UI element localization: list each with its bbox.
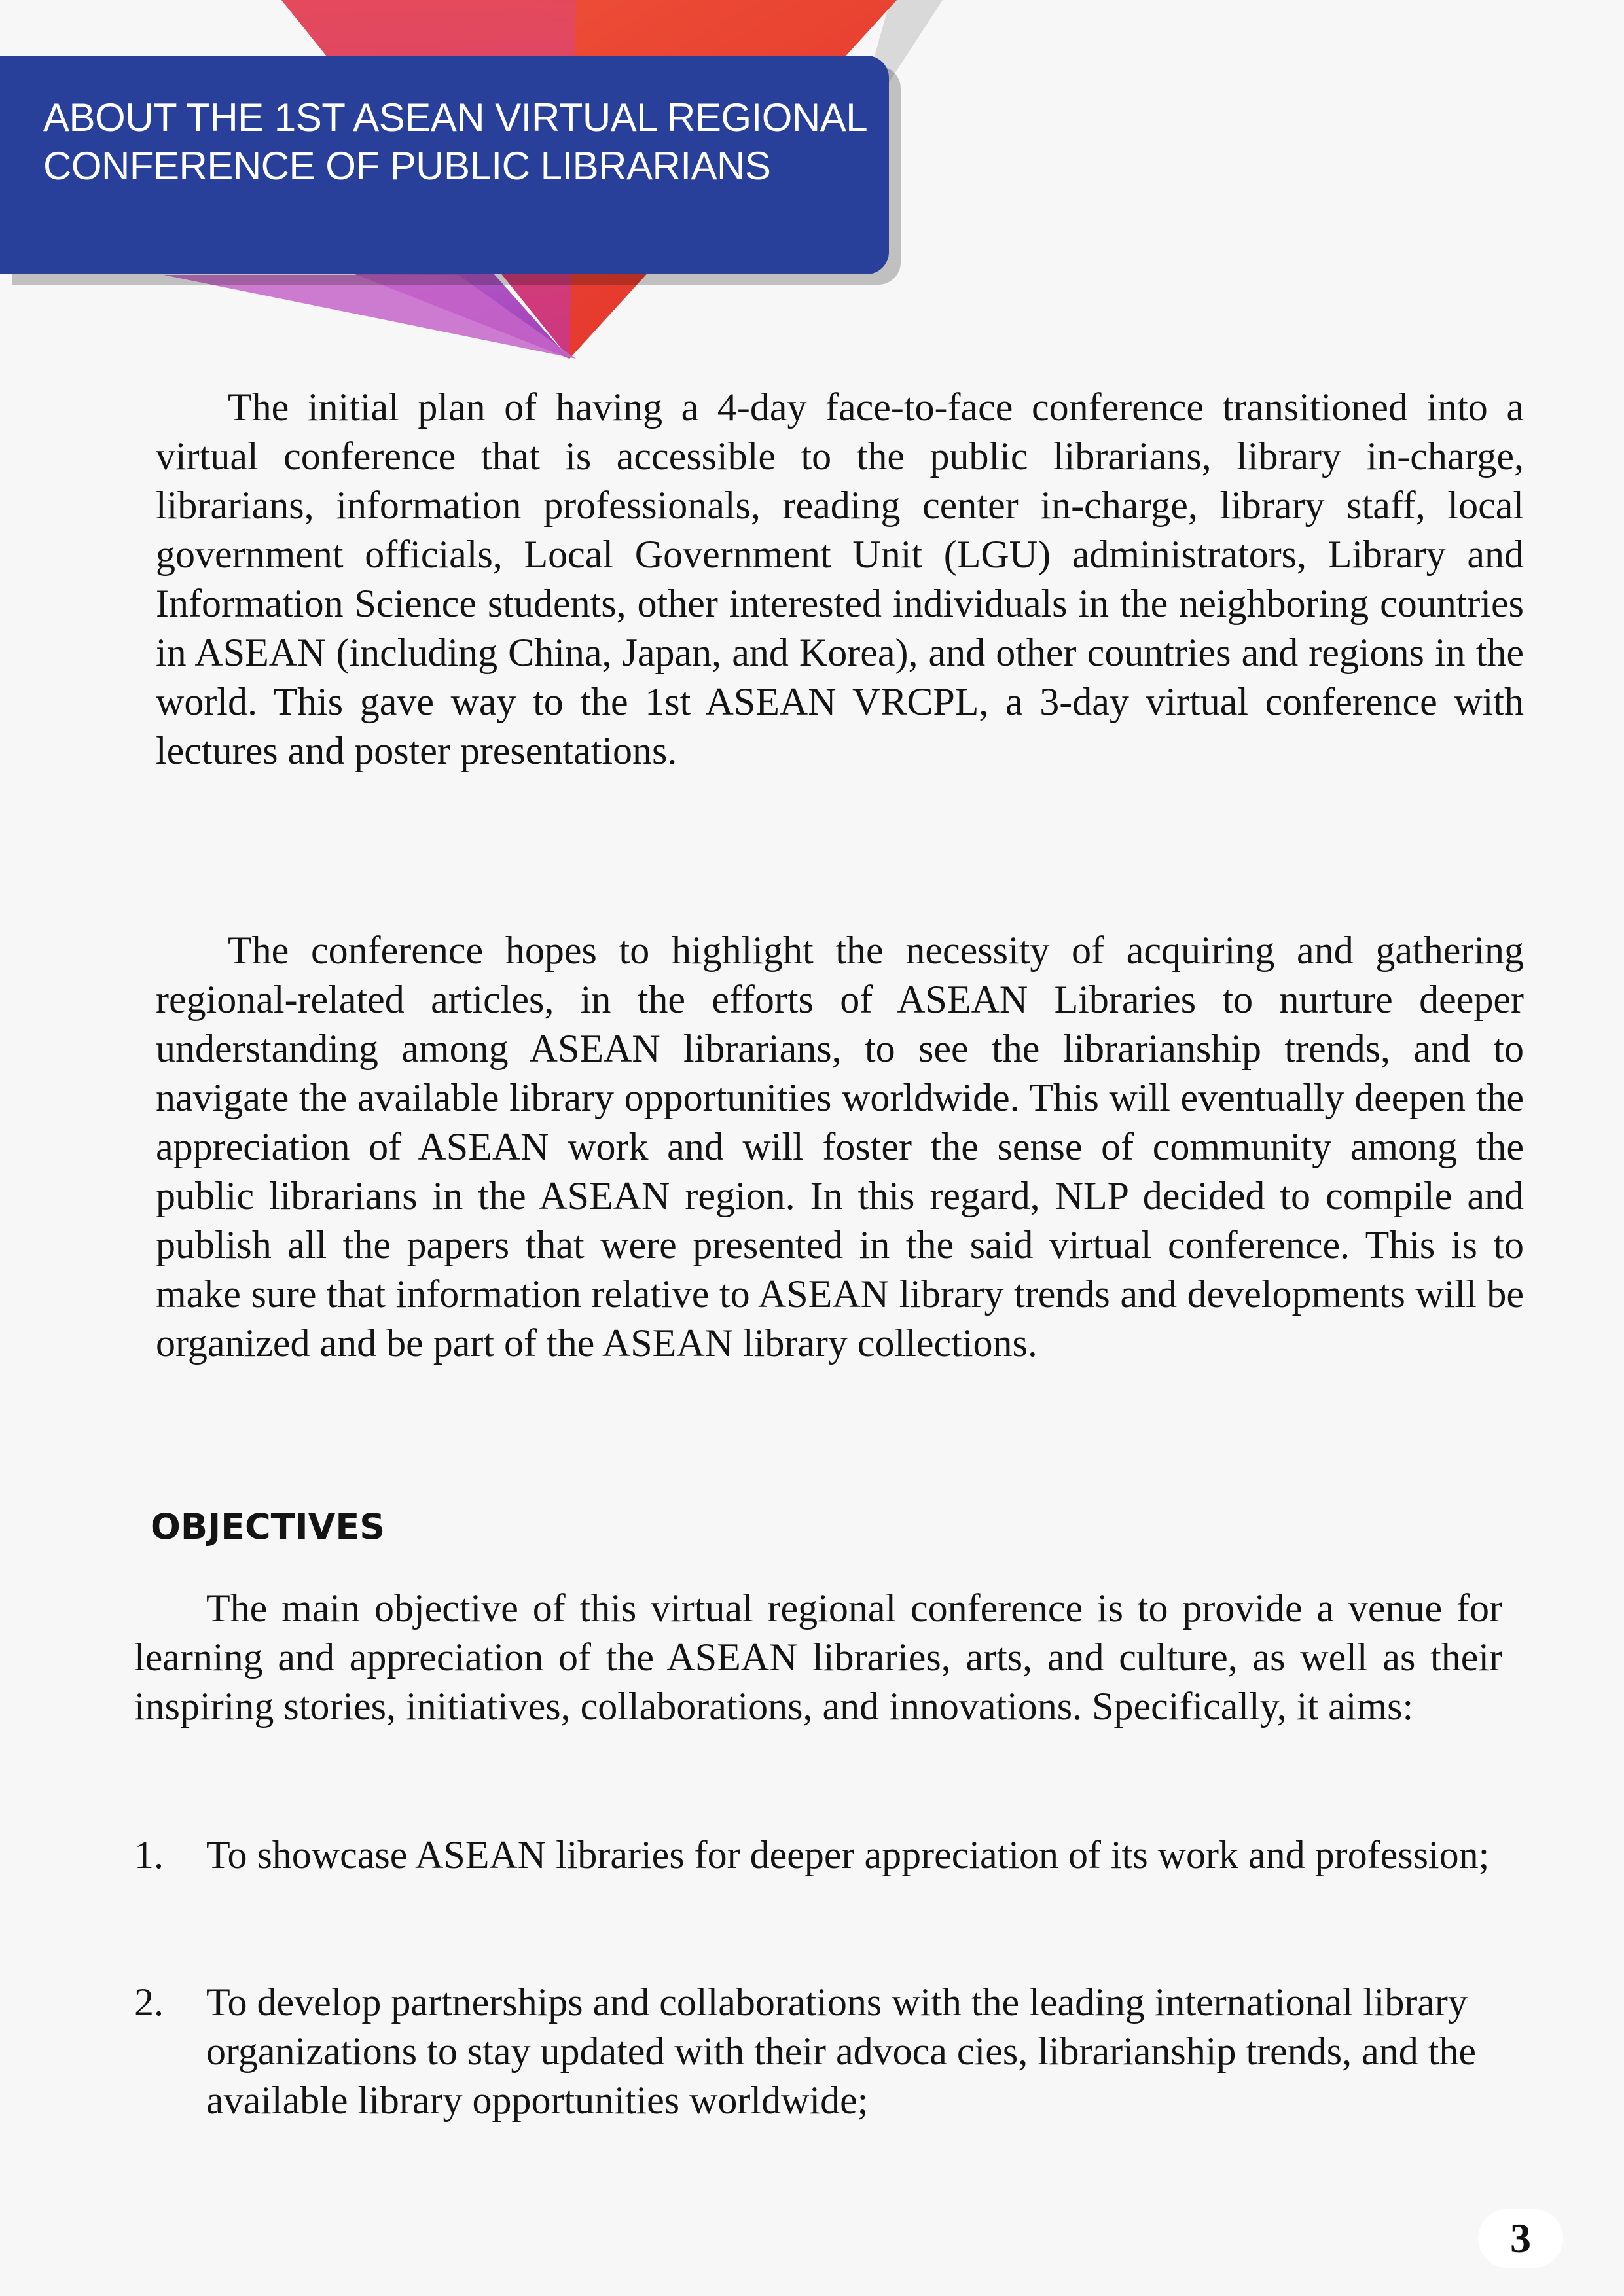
header-banner <box>0 56 889 274</box>
intro-paragraph-2: The conference hopes to highlight the necessity of acquiring and gathering regional-related articles, in the efforts of ASEAN Libraries to nurture deeper understanding among ASEAN librarians, to see the librarianship trends, and to navigate the available library opportunities worldwide. This will eventually deepen the appreciation of ASEAN work and will foster the sense of community among the public librarians in the ASEAN region. In this regard, NLP decided to compile and publish all the papers that were presented in the said virtual conference. This is to make sure that information relative to ASEAN library trends and developments will be organized and be part of the ASEAN library collections. <box>156 929 1524 1365</box>
objective-text: To showcase ASEAN libraries for deeper appreciation of its work and profession; <box>206 1833 1490 1876</box>
section-title: ABOUT THE 1ST ASEAN VIRTUAL REGIONAL CONFERENCE OF PUBLIC LIBRARIANS <box>43 96 866 188</box>
objective-number: 2. <box>134 1981 164 2024</box>
intro-paragraph-1: The initial plan of having a 4-day face-to-face conference transitioned into a virtual conference that is accessible to the public librarians, library in-charge, librarians, information professionals, reading center in-charge, library staff, local government officials, Local Government Unit (LGU) administrators, Library and Information Science students, other interested individuals in the neighboring countries in ASEAN (including China, Japan, and Korea), and other countries and regions in the world. This gave way to the 1st ASEAN VRCPL, a 3-day virtual conference with lectures and poster presentations. <box>156 386 1524 772</box>
objective-text: To develop partnerships and collaborations with the leading international library organizations to stay updated with their advoca cies, librarianship trends, and the available library opportunities worldwide; <box>206 1981 1477 2122</box>
page-number: 3 <box>1510 2215 1531 2261</box>
page-number-badge <box>1478 2209 1563 2268</box>
objective-item-2 <box>134 1978 1515 2125</box>
objective-item-1 <box>134 1831 1515 1880</box>
objective-number: 1. <box>134 1833 164 1876</box>
objectives-heading: OBJECTIVES <box>151 1506 386 1547</box>
objectives-intro-paragraph: The main objective of this virtual regional conference is to provide a venue for learning and appreciation of the ASEAN libraries, arts, and culture, as well as their inspiring stories, initiatives, collaborations, and innovations. Specifically, it aims: <box>134 1587 1502 1728</box>
